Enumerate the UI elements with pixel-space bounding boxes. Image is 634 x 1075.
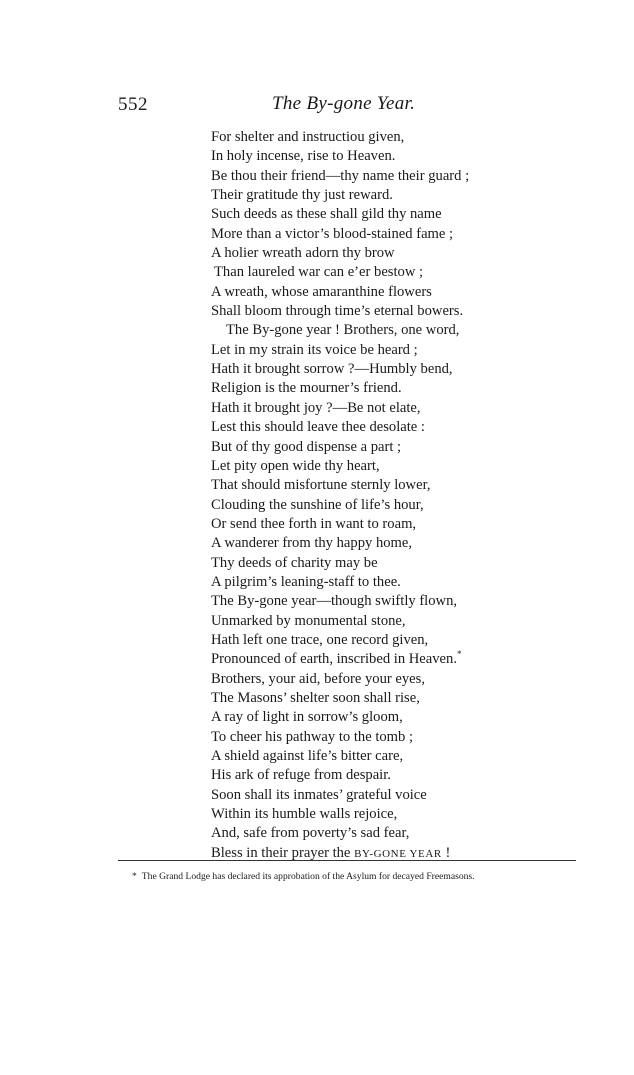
poem-line: Soon shall its inmates’ grateful voice [211,786,427,803]
footnote-text: The Grand Lodge has declared its approbation of the Asylum for decayed Freemasons. [141,871,475,882]
poem-line: Shall bloom through time’s eternal bowers. [211,303,464,320]
poem-line: Clouding the sunshine of life’s hour, [211,496,424,513]
footnote [132,871,475,882]
poem-line-text: Bless in their prayer the [211,844,355,861]
poem-line: Thy deeds of charity may be [211,554,378,571]
poem-line: But of thy good dispense a part ; [211,438,402,455]
poem-line: Brothers, your aid, before your eyes, [211,670,425,687]
poem-line: Hath left one trace, one record given, [211,631,429,648]
poem-line: To cheer his pathway to the tomb ; [211,728,414,745]
poem-line: Their gratitude thy just reward. [211,187,393,204]
poem-line: A wreath, whose amaranthine flowers [211,283,432,300]
poem-line: Religion is the mourner’s friend. [211,380,402,397]
poem-line: Within its humble walls rejoice, [211,806,398,823]
poem-line: A holier wreath adorn thy brow [211,245,395,262]
poem-line: Hath it brought joy ?—Be not elate, [211,399,421,416]
poem-line: His ark of refuge from despair. [211,767,391,784]
poem-line-end: ! [441,844,451,861]
running-title: The By-gone Year. [272,93,416,114]
poem-line: Or send thee forth in want to roam, [211,515,417,532]
poem-line: A wanderer from thy happy home, [211,535,413,552]
poem-line: Hath it brought sorrow ?—Humbly bend, [211,361,453,378]
poem-line: A pilgrim’s leaning-staff to thee. [211,573,401,590]
poem-line: That should misfortune sternly lower, [211,477,431,494]
poem-line: Than laureled war can e’er bestow ; [214,264,424,281]
footnote-reference: * [457,649,462,660]
poem-line: Let in my strain its voice be heard ; [211,341,418,358]
poem-line: The Masons’ shelter soon shall rise, [211,689,420,706]
footnote-marker: * [132,871,137,882]
poem-line: Lest this should leave thee desolate : [211,419,425,436]
poem-line: Let pity open wide thy heart, [211,457,380,474]
poem-line: The By-gone year—though swiftly flown, [211,593,458,610]
poem-line: For shelter and instructiou given, [211,129,405,145]
poem [211,128,469,863]
poem-line: More than a victor’s blood-stained fame ; [211,225,454,242]
smallcaps-title: BY-GONE YEAR [354,847,442,860]
poem-line: A ray of light in sorrow’s gloom, [211,709,403,726]
poem-line: And, safe from poverty’s sad fear, [211,825,410,842]
poem-line-text: Pronounced of earth, inscribed in Heaven. [211,651,457,668]
footnote-rule [118,860,576,861]
poem-line: In holy incense, rise to Heaven. [211,148,396,165]
poem-line: The By-gone year ! Brothers, one word, [226,322,460,339]
poem-line: Be thou their friend—thy name their guard ; [211,167,470,184]
poem-line: A shield against life’s bitter care, [211,748,404,764]
poem-line-with-footnote [211,650,469,669]
poem-line: Such deeds as these shall gild thy name [211,206,442,223]
poem-line: Unmarked by monumental stone, [211,612,406,629]
page-number: 552 [118,94,148,115]
